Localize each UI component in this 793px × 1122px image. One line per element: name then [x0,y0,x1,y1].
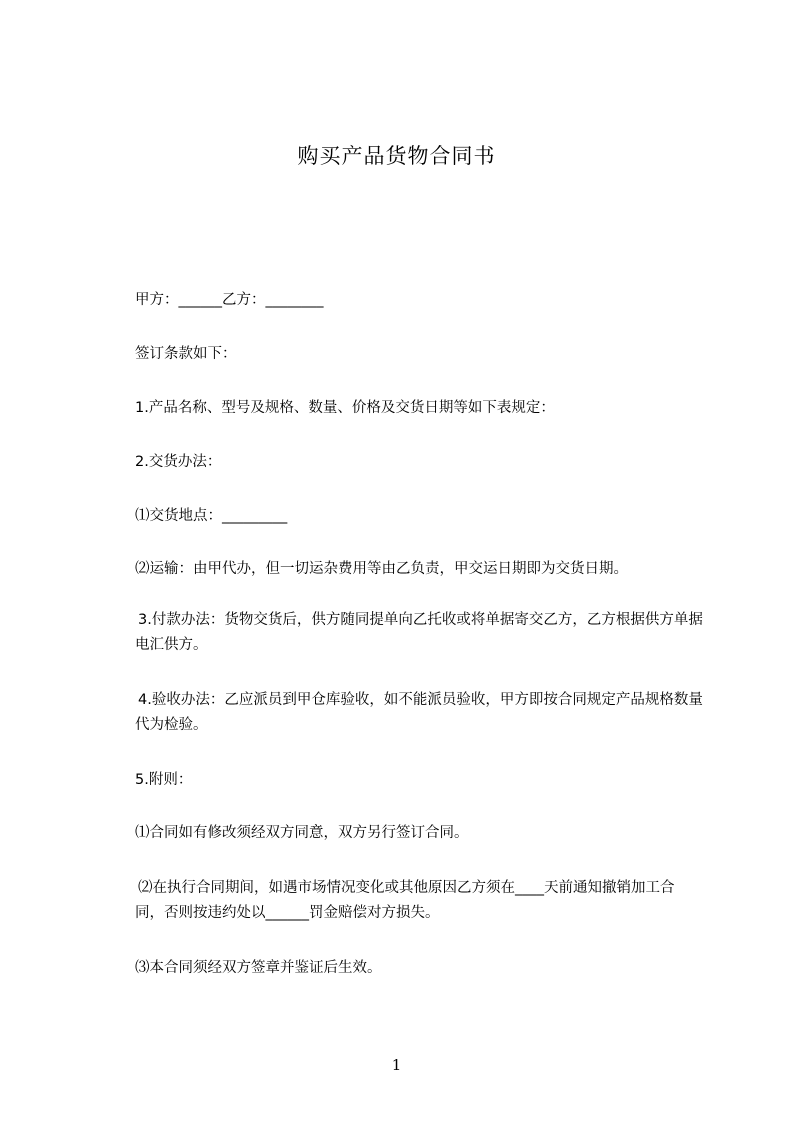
clause-5-2-termination: ⑵在执行合同期间，如遇市场情况变化或其他原因乙方须在____天前通知撤销加工合同，否则按违约处以______罚金赔偿对方损失。 [135,880,675,921]
document-title: 购买产品货物合同书 [297,144,496,168]
page-number: 1 [391,1056,402,1074]
clause-4-acceptance: 4.验收办法：乙应派员到甲仓库验收，如不能派员验收，甲方即按合同规定产品规格数量代为检验。 [135,692,703,733]
parties-line: 甲方：______乙方：________ [135,292,324,308]
clause-1-product-spec: 1.产品名称、型号及规格、数量、价格及交货日期等如下表规定： [135,400,555,416]
clause-2-1-delivery-place: ⑴交货地点：_________ [135,508,288,524]
clause-3-payment: 3.付款办法：货物交货后，供方随同提单向乙托收或将单据寄交乙方，乙方根据供方单据电汇供方。 [135,612,703,653]
clause-5-supplementary: 5.附则： [135,772,193,788]
clause-5-3-effective: ⑶本合同须经双方签章并鉴证后生效。 [135,960,382,976]
clause-2-2-transport: ⑵运输：由甲代办，但一切运杂费用等由乙负责，甲交运日期即为交货日期。 [135,561,628,577]
clause-5-1-amendment: ⑴合同如有修改须经双方同意，双方另行签订合同。 [135,825,469,841]
clause-2-delivery: 2.交货办法： [135,454,222,470]
terms-intro: 签订条款如下： [135,346,237,362]
